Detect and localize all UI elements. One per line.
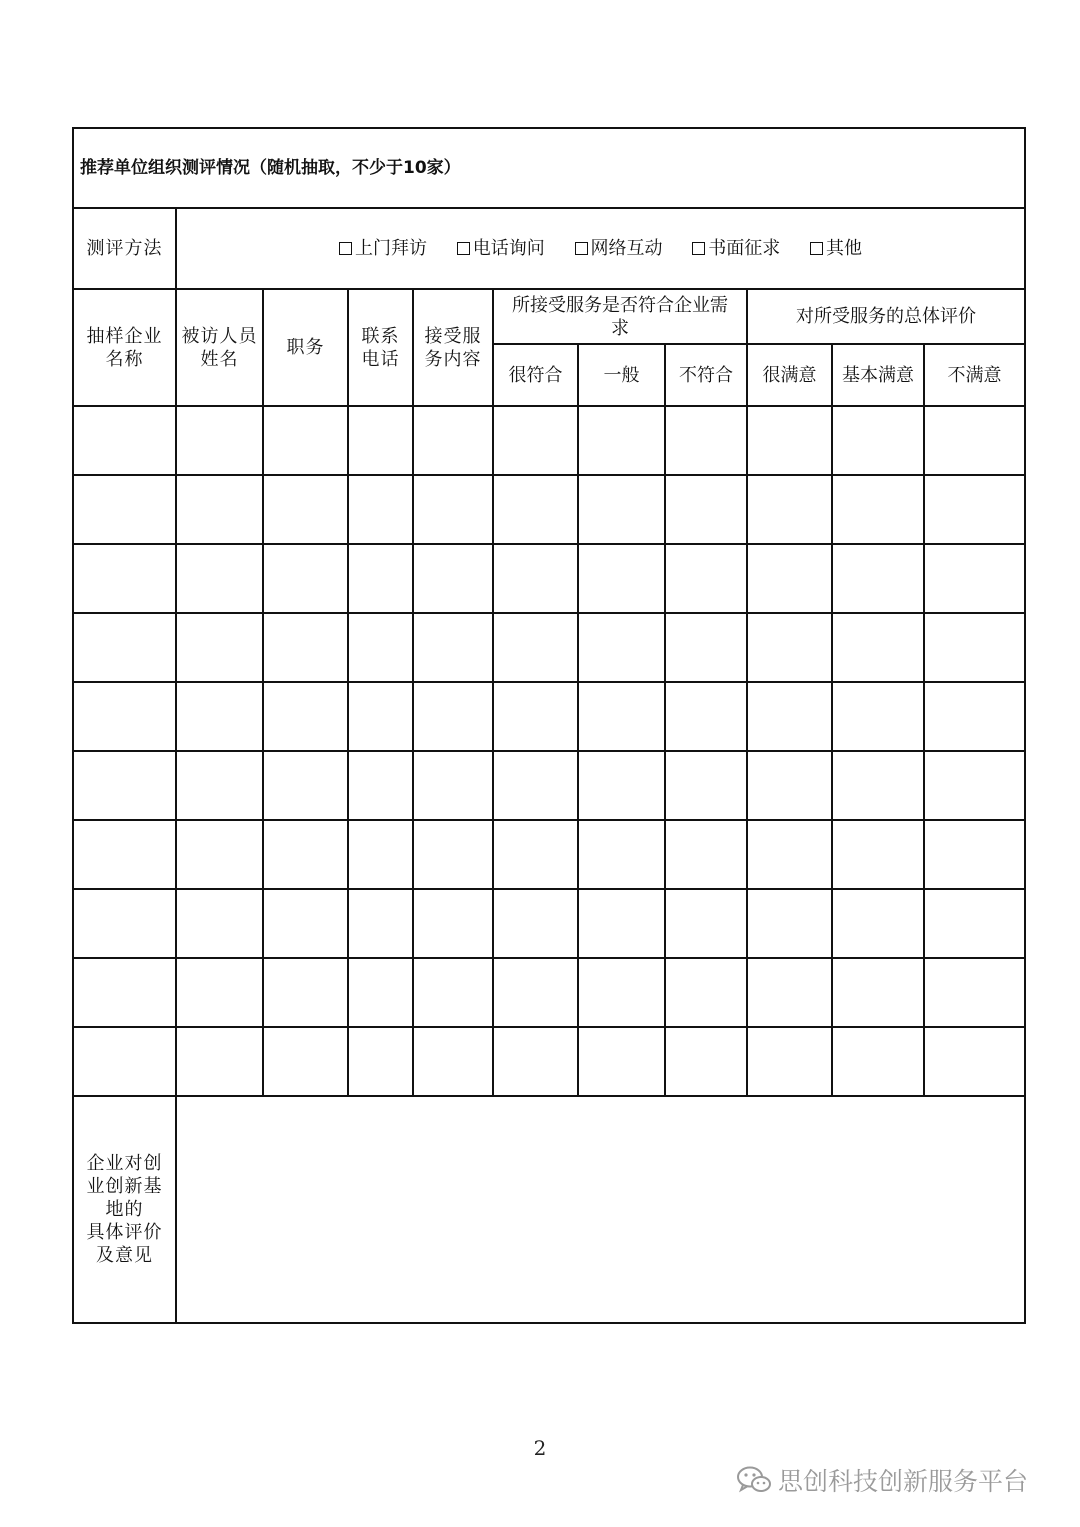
header-service-content: 接受服 务内容 — [413, 289, 493, 406]
table-cell[interactable] — [176, 475, 263, 544]
table-cell[interactable] — [924, 889, 1025, 958]
table-cell[interactable] — [176, 1027, 263, 1096]
table-cell[interactable] — [176, 544, 263, 613]
table-cell[interactable] — [493, 613, 578, 682]
watermark — [736, 1462, 1028, 1498]
opinion-row — [73, 1096, 1025, 1323]
table-cell[interactable] — [413, 682, 493, 751]
header-position: 职务 — [263, 289, 348, 406]
table-cell[interactable] — [747, 751, 832, 820]
method-option-other[interactable]: 其他 — [810, 237, 862, 260]
table-cell[interactable] — [413, 544, 493, 613]
table-cell[interactable] — [493, 820, 578, 889]
table-cell[interactable] — [832, 613, 924, 682]
table-cell[interactable] — [747, 958, 832, 1027]
method-option-online[interactable]: 网络互动 — [575, 237, 663, 260]
header-phone: 联系 电话 — [348, 289, 413, 406]
table-cell[interactable] — [493, 751, 578, 820]
table-cell[interactable] — [493, 544, 578, 613]
method-row — [73, 208, 1025, 289]
table-row — [73, 958, 1025, 1027]
table-cell[interactable] — [924, 406, 1025, 475]
table-cell[interactable] — [176, 751, 263, 820]
table-cell[interactable] — [73, 820, 176, 889]
table-cell[interactable] — [73, 958, 176, 1027]
table-cell[interactable] — [348, 1027, 413, 1096]
table-cell[interactable] — [263, 889, 348, 958]
table-cell[interactable] — [176, 682, 263, 751]
table-row — [73, 475, 1025, 544]
table-row — [73, 682, 1025, 751]
table-cell[interactable] — [413, 958, 493, 1027]
table-cell[interactable] — [348, 613, 413, 682]
table-cell[interactable] — [832, 406, 924, 475]
table-cell[interactable] — [924, 544, 1025, 613]
table-cell[interactable] — [665, 613, 747, 682]
table-cell[interactable] — [747, 1027, 832, 1096]
table-cell[interactable] — [665, 889, 747, 958]
table-cell[interactable] — [493, 475, 578, 544]
header-match-very: 很符合 — [493, 344, 578, 406]
checkbox-icon[interactable] — [810, 242, 823, 255]
table-cell[interactable] — [924, 613, 1025, 682]
table-cell[interactable] — [832, 475, 924, 544]
table-cell[interactable] — [348, 682, 413, 751]
table-cell[interactable] — [413, 1027, 493, 1096]
table-cell[interactable] — [578, 613, 665, 682]
header-match-group: 所接受服务是否符合企业需 求 — [493, 289, 747, 344]
table-cell[interactable] — [73, 544, 176, 613]
table-cell[interactable] — [176, 820, 263, 889]
table-row — [73, 613, 1025, 682]
title-row — [73, 128, 1025, 208]
table-cell[interactable] — [413, 613, 493, 682]
form-title: 推荐单位组织测评情况（随机抽取，不少于10家） — [73, 128, 1025, 208]
table-cell[interactable] — [747, 889, 832, 958]
table-cell[interactable] — [493, 958, 578, 1027]
table-cell[interactable] — [263, 613, 348, 682]
table-cell[interactable] — [924, 1027, 1025, 1096]
table-row — [73, 544, 1025, 613]
table-cell[interactable] — [747, 820, 832, 889]
table-cell[interactable] — [665, 820, 747, 889]
table-cell[interactable] — [924, 958, 1025, 1027]
header-eval-group: 对所受服务的总体评价 — [747, 289, 1025, 344]
table-cell[interactable] — [263, 958, 348, 1027]
header-match-average: 一般 — [578, 344, 665, 406]
table-cell[interactable] — [493, 1027, 578, 1096]
checkbox-icon[interactable] — [339, 242, 352, 255]
table-cell[interactable] — [263, 1027, 348, 1096]
table-cell[interactable] — [176, 958, 263, 1027]
header-match-not: 不符合 — [665, 344, 747, 406]
table-cell[interactable] — [348, 406, 413, 475]
header-company-name: 抽样企业 名称 — [73, 289, 176, 406]
table-cell[interactable] — [665, 751, 747, 820]
table-cell[interactable] — [493, 406, 578, 475]
header-row-1 — [73, 289, 1025, 344]
table-cell[interactable] — [73, 406, 176, 475]
table-cell[interactable] — [263, 406, 348, 475]
method-label: 测评方法 — [73, 208, 176, 289]
table-cell[interactable] — [832, 820, 924, 889]
table-cell[interactable] — [176, 889, 263, 958]
table-cell[interactable] — [413, 751, 493, 820]
table-row — [73, 889, 1025, 958]
table-cell[interactable] — [263, 475, 348, 544]
table-cell[interactable] — [747, 406, 832, 475]
table-cell[interactable] — [348, 751, 413, 820]
table-cell[interactable] — [924, 682, 1025, 751]
table-row — [73, 1027, 1025, 1096]
table-cell[interactable] — [665, 406, 747, 475]
table-cell[interactable] — [578, 406, 665, 475]
table-cell[interactable] — [413, 475, 493, 544]
header-interviewee-name: 被访人员 姓名 — [176, 289, 263, 406]
table-cell[interactable] — [348, 475, 413, 544]
table-cell[interactable] — [73, 613, 176, 682]
watermark-text: 思创科技创新服务平台 — [778, 1467, 1029, 1496]
table-cell[interactable] — [665, 958, 747, 1027]
table-cell[interactable] — [747, 544, 832, 613]
table-cell[interactable] — [665, 1027, 747, 1096]
table-cell[interactable] — [493, 682, 578, 751]
table-cell[interactable] — [924, 475, 1025, 544]
table-cell[interactable] — [578, 958, 665, 1027]
header-eval-basically-satisfied: 基本满意 — [832, 344, 924, 406]
table-cell[interactable] — [348, 820, 413, 889]
table-cell[interactable] — [665, 475, 747, 544]
opinion-label: 企业对创 业创新基 地的 具体评价 及意见 — [73, 1096, 176, 1323]
table-cell[interactable] — [73, 1027, 176, 1096]
table-cell[interactable] — [832, 682, 924, 751]
table-cell[interactable] — [578, 751, 665, 820]
wechat-icon — [736, 1465, 772, 1495]
evaluation-table — [72, 127, 1026, 1324]
header-eval-very-satisfied: 很满意 — [747, 344, 832, 406]
table-cell[interactable] — [665, 544, 747, 613]
method-option-visit[interactable]: 上门拜访 — [339, 237, 427, 260]
method-options — [176, 208, 1025, 289]
table-cell[interactable] — [924, 820, 1025, 889]
table-cell[interactable] — [73, 682, 176, 751]
table-cell[interactable] — [263, 751, 348, 820]
checkbox-icon[interactable] — [575, 242, 588, 255]
table-cell[interactable] — [73, 751, 176, 820]
table-cell[interactable] — [578, 889, 665, 958]
header-eval-unsatisfied: 不满意 — [924, 344, 1025, 406]
table-cell[interactable] — [924, 751, 1025, 820]
table-cell[interactable] — [493, 889, 578, 958]
table-cell[interactable] — [578, 1027, 665, 1096]
table-cell[interactable] — [747, 475, 832, 544]
table-cell[interactable] — [578, 475, 665, 544]
table-row — [73, 406, 1025, 475]
page-number: 2 — [533, 1436, 547, 1460]
table-cell[interactable] — [413, 820, 493, 889]
table-cell[interactable] — [348, 544, 413, 613]
table-cell[interactable] — [348, 958, 413, 1027]
table-cell[interactable] — [747, 613, 832, 682]
table-cell[interactable] — [73, 475, 176, 544]
table-cell[interactable] — [413, 889, 493, 958]
method-option-written[interactable]: 书面征求 — [692, 237, 780, 260]
table-cell[interactable] — [348, 889, 413, 958]
table-cell[interactable] — [263, 544, 348, 613]
table-cell[interactable] — [176, 613, 263, 682]
checkbox-icon[interactable] — [457, 242, 470, 255]
checkbox-icon[interactable] — [692, 242, 705, 255]
table-cell[interactable] — [832, 751, 924, 820]
table-cell[interactable] — [578, 682, 665, 751]
table-cell[interactable] — [832, 1027, 924, 1096]
table-row — [73, 751, 1025, 820]
table-cell[interactable] — [263, 682, 348, 751]
table-cell[interactable] — [578, 544, 665, 613]
table-cell[interactable] — [832, 544, 924, 613]
table-cell[interactable] — [73, 889, 176, 958]
opinion-input-area[interactable] — [176, 1096, 1025, 1323]
method-option-phone[interactable]: 电话询问 — [457, 237, 545, 260]
table-cell[interactable] — [176, 406, 263, 475]
table-cell[interactable] — [832, 958, 924, 1027]
table-cell[interactable] — [263, 820, 348, 889]
table-cell[interactable] — [578, 820, 665, 889]
table-cell[interactable] — [832, 889, 924, 958]
evaluation-form — [72, 127, 1024, 1322]
table-cell[interactable] — [413, 406, 493, 475]
table-cell[interactable] — [665, 682, 747, 751]
table-row — [73, 820, 1025, 889]
table-cell[interactable] — [747, 682, 832, 751]
